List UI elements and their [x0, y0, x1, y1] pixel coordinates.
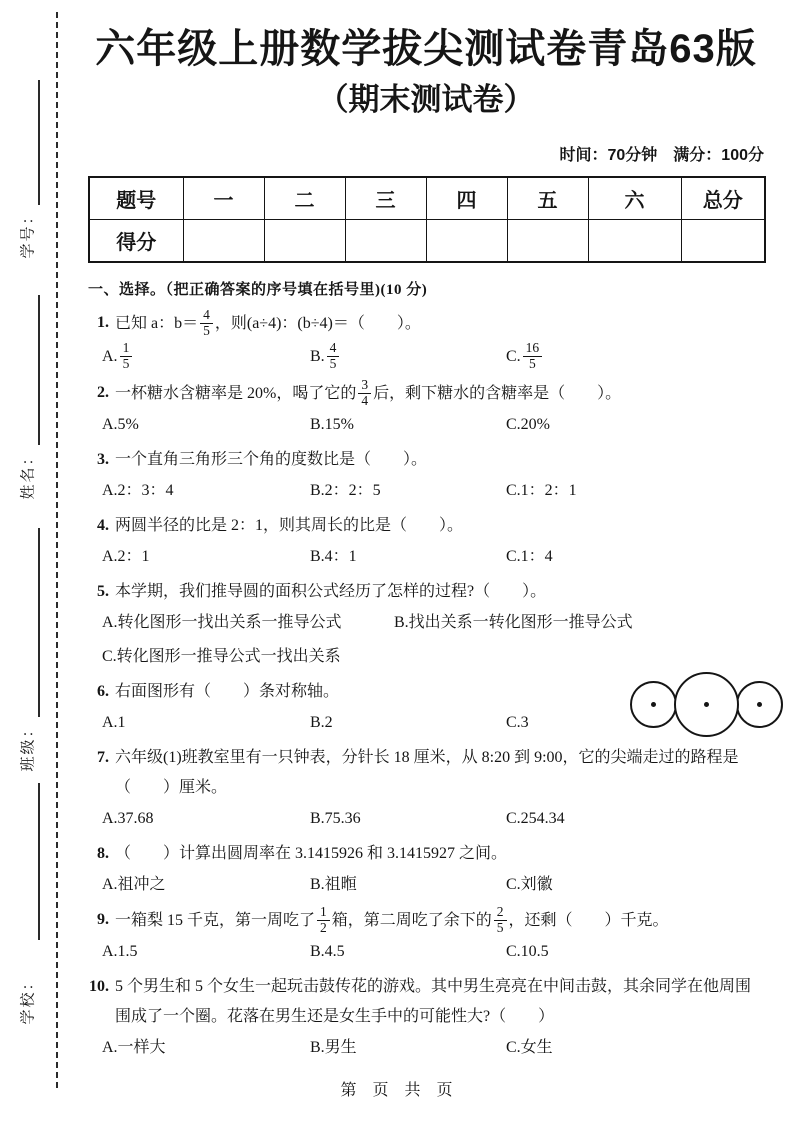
circle-left-icon: [630, 681, 677, 728]
question-text: 右面图形有（ ）条对称轴。: [115, 682, 340, 700]
fraction: $\frac{2}{5}$: [492, 905, 509, 936]
section-one-heading: 一、选择。（把正确答案的序号填在括号里)(10 分): [88, 282, 428, 298]
fill-blank-line: [38, 295, 40, 445]
question-text: 一杯糖水含糖率是 20%，喝了它的 $\frac{3}{4}$ 后，剩下糖水的含糖率是（ ）。: [115, 376, 622, 408]
question-5: [88, 577, 764, 671]
question-text: 一箱梨 15 千克，第一周吃了 $\frac{1}{2}$ 箱，第二周吃了余下的 $\frac{2}{5}$ ，还剩（ ）千克。: [115, 903, 669, 935]
exam-content: [88, 0, 764, 1068]
question-text: 一个直角三角形三个角的度数比是（ ）。: [115, 450, 428, 468]
option-c: C.20%: [506, 415, 550, 433]
question-text: 已知 a：b＝ $\frac{4}{5}$ ，则(a÷4)：(b÷4)＝（ ）。: [115, 307, 421, 338]
fill-blank-line: [38, 783, 40, 940]
score-table-header: 一: [183, 177, 264, 220]
circle-center-dot: [757, 702, 762, 707]
question-text: （ ）计算出圆周率在 3.1415926 和 3.1415927 之间。: [115, 844, 508, 862]
student-name-label: 姓名：: [20, 448, 37, 500]
question-text: 两圆半径的比是 2：1，则其周长的比是（ ）。: [115, 516, 464, 534]
fraction: $\frac{1}{5}$: [118, 341, 135, 372]
question-8: [88, 839, 764, 899]
option-b: B.祖暅: [310, 875, 357, 893]
score-cell: [183, 220, 264, 263]
score-table-score-row: [89, 220, 765, 263]
score-table-header-row: [89, 177, 765, 220]
question-text: 本学期，我们推导圆的面积公式经历了怎样的过程?（ ）。: [115, 582, 547, 600]
question-number: 3.: [97, 450, 109, 468]
question-1: [88, 308, 764, 372]
fraction: $\frac{16}{5}$: [521, 341, 545, 372]
symmetry-figure: [630, 672, 783, 737]
question-3: [88, 445, 764, 505]
question-number: 9.: [97, 910, 109, 928]
question-number: 10.: [89, 977, 109, 995]
question-number: 6.: [97, 682, 109, 700]
option-b: B.2: [310, 713, 333, 731]
score-table-header: 四: [426, 177, 507, 220]
page-title: 六年级上册数学拔尖测试卷青岛63版: [95, 27, 757, 71]
question-text: 六年级(1)班教室里有一只钟表，分针长 18 厘米，从 8:20 到 9:00，它的尖端走过的路程是（ ）厘米。: [115, 748, 739, 796]
option-a: A.5%: [102, 415, 139, 433]
fill-blank-line: [38, 528, 40, 717]
question-number: 8.: [97, 844, 109, 862]
page-subtitle: （期末测试卷）: [317, 82, 535, 117]
option-c: C.254.34: [506, 809, 565, 827]
option-c: C. $\frac{16}{5}$: [506, 341, 764, 372]
fill-blank-line: [38, 80, 40, 205]
option-b: B.4.5: [310, 942, 345, 960]
score-table-header: 三: [345, 177, 426, 220]
option-c: C.3: [506, 713, 529, 731]
score-cell: [426, 220, 507, 263]
question-number: 1.: [97, 314, 109, 331]
student-id-label: 学号：: [20, 207, 37, 259]
score-table-header: 六: [588, 177, 681, 220]
option-a: A.祖冲之: [102, 875, 166, 893]
option-b: B.找出关系一转化图形一推导公式: [394, 613, 633, 631]
score-table-header: 二: [264, 177, 345, 220]
option-c: C.转化图形一推导公式一找出关系: [102, 647, 341, 665]
option-a: A.2：3：4: [102, 481, 174, 499]
option-a: A.2：1: [102, 547, 150, 565]
page-footer: 第 页 共 页: [340, 1082, 453, 1099]
option-c: C.10.5: [506, 942, 549, 960]
question-number: 5.: [97, 582, 109, 600]
score-row-label: 得分: [89, 220, 183, 263]
fraction: $\frac{3}{4}$: [356, 378, 373, 409]
option-b: B.15%: [310, 415, 354, 433]
option-a: A.1: [102, 713, 126, 731]
option-a: A.1.5: [102, 942, 138, 960]
circle-middle-icon: [674, 672, 739, 737]
question-9: [88, 905, 764, 966]
score-table-header: 题号: [89, 177, 183, 220]
question-7: [88, 743, 764, 833]
option-c: C.女生: [506, 1038, 553, 1056]
score-cell: [588, 220, 681, 263]
time-score-meta: 时间：70分钟 满分：100分: [559, 147, 764, 164]
option-b: B.75.36: [310, 809, 361, 827]
score-cell: [264, 220, 345, 263]
fraction: $\frac{4}{5}$: [325, 341, 342, 372]
option-c: C.1：4: [506, 547, 553, 565]
option-b: B. $\frac{4}{5}$: [310, 341, 506, 372]
option-a: A. $\frac{1}{5}$: [102, 341, 310, 372]
option-c: C.刘徽: [506, 875, 553, 893]
score-cell: [507, 220, 588, 263]
circle-center-dot: [704, 702, 709, 707]
question-text: 5 个男生和 5 个女生一起玩击鼓传花的游戏。其中男生亮亮在中间击鼓，其余同学在他周围围成了一个圈。花落在男生还是女生手中的可能性大?（ ）: [115, 977, 752, 1025]
seal-dashed-line: [56, 12, 58, 1088]
option-c: C.1：2：1: [506, 481, 577, 499]
score-table-header: 五: [507, 177, 588, 220]
score-cell: [345, 220, 426, 263]
fraction: $\frac{4}{5}$: [198, 308, 215, 339]
circle-center-dot: [651, 702, 656, 707]
option-a: A.37.68: [102, 809, 154, 827]
option-b: B.男生: [310, 1038, 357, 1056]
option-b: B.4：1: [310, 547, 357, 565]
question-number: 2.: [97, 383, 109, 401]
school-label: 学校：: [20, 973, 37, 1025]
question-2: [88, 378, 764, 439]
score-table-header: 总分: [681, 177, 765, 220]
score-table: [88, 176, 766, 263]
option-a: A.一样大: [102, 1038, 166, 1056]
fraction: $\frac{1}{2}$: [315, 905, 332, 936]
option-b: B.2：2：5: [310, 481, 381, 499]
option-a: A.转化图形一找出关系一推导公式: [102, 613, 342, 631]
question-number: 7.: [97, 748, 109, 766]
class-label: 班级：: [20, 720, 37, 772]
circle-right-icon: [736, 681, 783, 728]
question-10: [88, 972, 764, 1062]
score-cell: [681, 220, 765, 263]
question-4: [88, 511, 764, 571]
question-number: 4.: [97, 516, 109, 534]
